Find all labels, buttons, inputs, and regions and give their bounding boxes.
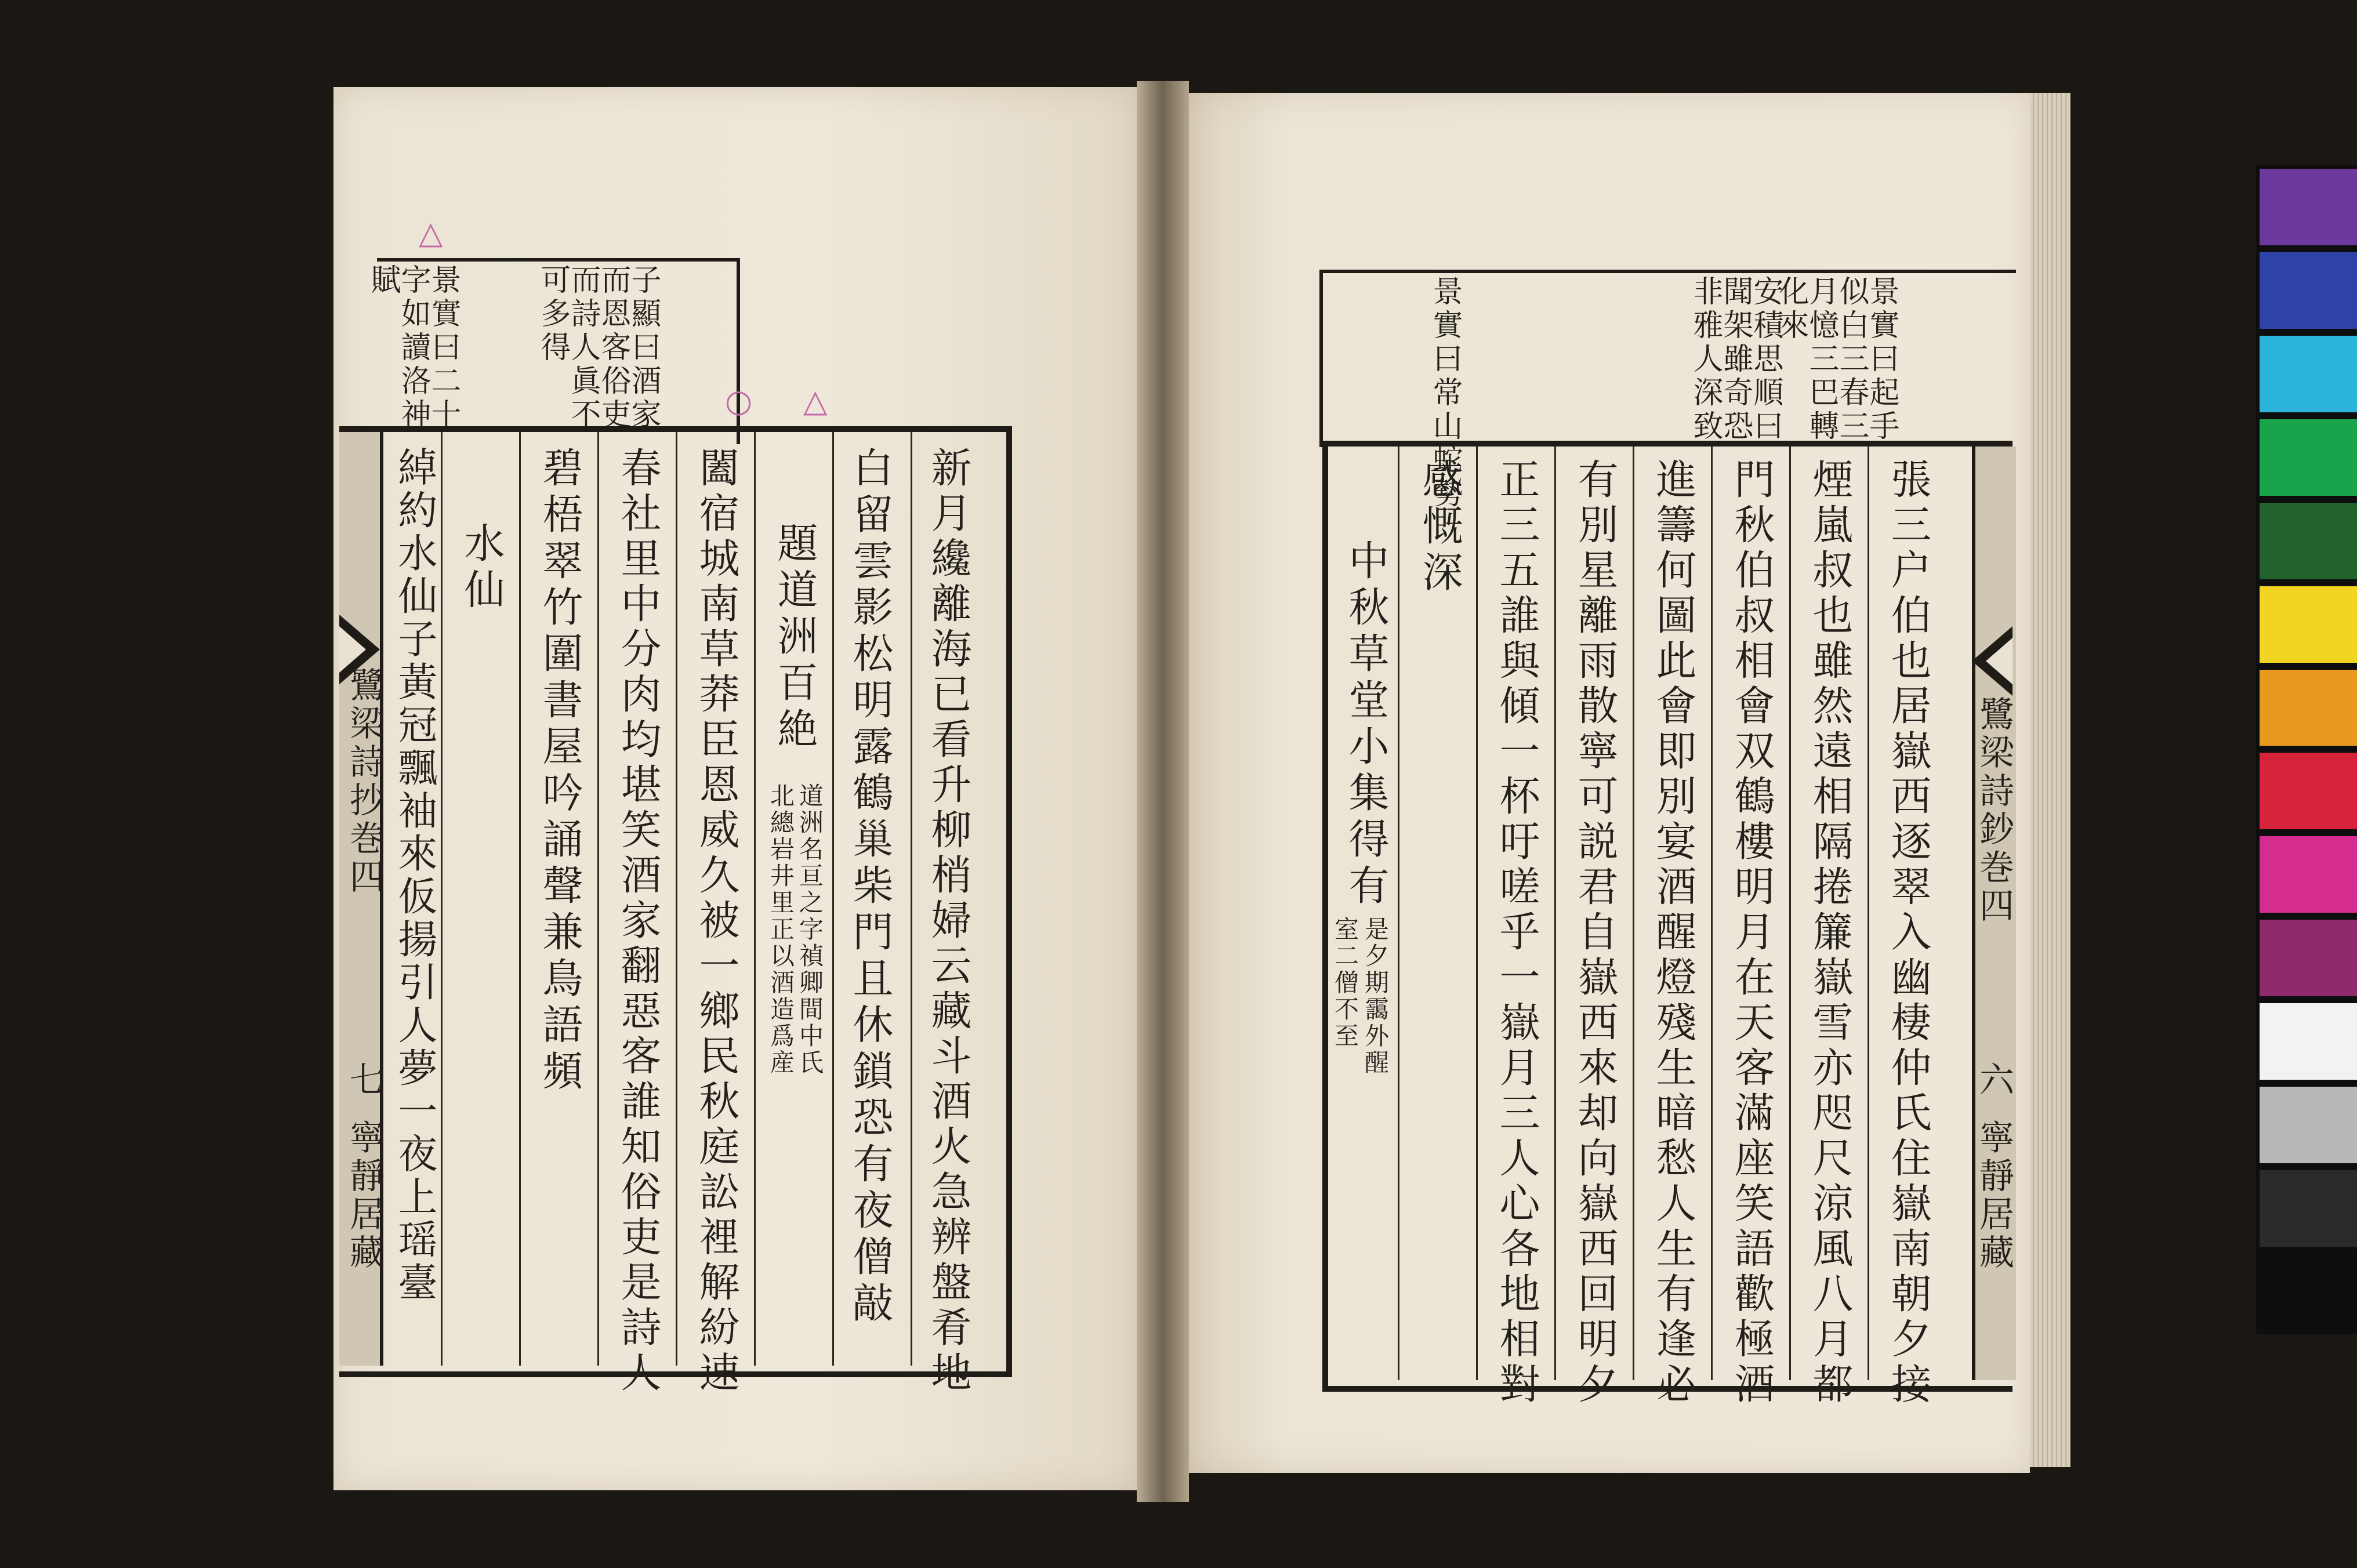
- color-swatch: [2260, 336, 2357, 412]
- color-calibration-chart: [2256, 165, 2357, 1334]
- color-swatch: [2260, 753, 2357, 829]
- annotation-column: 道洲名亘之字禎卿間中氏: [796, 783, 824, 1076]
- column-rule: [441, 432, 443, 1366]
- right-header-frame: [1319, 270, 2016, 447]
- column-rule: [911, 432, 912, 1366]
- text-column: 有別星離雨散寧可説君自嶽西來却向嶽西回明夕: [1571, 458, 1619, 1408]
- text-column: 綽約水仙子黃冠飄袖來仮揚引人夢一夜上瑶臺: [391, 447, 437, 1305]
- fishtail-notch: [1986, 638, 2012, 684]
- left-header-note-1: 景實曰二十字如讀洛神賦: [365, 264, 460, 432]
- book-gutter: [1137, 81, 1189, 1502]
- column-rule: [1868, 447, 1869, 1380]
- column-rule: [597, 432, 599, 1366]
- color-swatch: [2260, 836, 2357, 913]
- text-column: 白留雲影松明露鶴巢柴門且休鎖恐有夜僧敲: [846, 447, 894, 1328]
- left-header-note-2: 子顯曰酒家而恩客俗吏而詩人眞不可多得: [535, 264, 661, 432]
- column-rule: [1476, 447, 1478, 1380]
- color-swatch: [2260, 252, 2357, 329]
- color-swatch: [2260, 1003, 2357, 1080]
- right-header-note-3: 景實曰常山蛇勢: [1427, 275, 1462, 511]
- left-margin-title: 鷺梁詩抄巻四: [344, 667, 385, 896]
- right-header-note-1: 景實曰起手似白三春三月憶三巴轉化來: [1774, 275, 1899, 444]
- text-column: 碧梧翠竹圍書屋吟誦聲兼鳥語頻: [536, 447, 583, 1096]
- annotation-column: 是夕期靄外醒: [1361, 916, 1390, 1076]
- column-rule: [519, 432, 521, 1366]
- color-swatch: [2260, 1170, 2357, 1247]
- column-rule: [676, 432, 677, 1366]
- color-swatch: [2260, 670, 2357, 746]
- color-swatch: [2260, 169, 2357, 245]
- text-column: 正三五誰與傾一杯吁嗟乎一嶽月三人心各地相對: [1493, 458, 1540, 1408]
- circle-mark-icon: ○: [725, 383, 753, 419]
- text-column: 感慨深: [1416, 458, 1463, 597]
- color-swatch: [2260, 1087, 2357, 1163]
- color-swatch: [2260, 920, 2357, 996]
- column-rule: [1711, 447, 1713, 1380]
- column-rule: [832, 432, 834, 1366]
- color-swatch: [2260, 419, 2357, 496]
- left-margin-press: 寧靜居藏: [344, 1119, 385, 1272]
- column-rule: [1789, 447, 1791, 1380]
- text-column: 水仙: [458, 522, 505, 615]
- text-column: 進籌何圖此會即別宴酒醒燈殘生暗愁人生有逢必: [1649, 458, 1697, 1408]
- column-rule: [754, 432, 756, 1366]
- triangle-mark-icon: △: [803, 383, 828, 419]
- column-rule: [1633, 447, 1634, 1380]
- text-column: 題道洲百絶: [771, 522, 818, 754]
- left-margin-folio: 七: [344, 1061, 385, 1099]
- text-column: 新月纔離海已看升柳梢婦云藏斗酒火急辨盤肴地: [924, 447, 972, 1396]
- column-rule: [1398, 447, 1399, 1380]
- fishtail-notch: [339, 626, 366, 673]
- right-margin-title: 鷺梁詩鈔巻四: [1974, 696, 2014, 925]
- color-swatch: [2260, 503, 2357, 579]
- text-column: 春社里中分肉均堪笑酒家翻惡客誰知俗吏是詩人: [614, 447, 662, 1396]
- text-column: 門秋伯叔相會双鶴樓明月在天客滿座笑語歡極酒: [1728, 458, 1775, 1408]
- annotation-column: 室二僧不至: [1331, 916, 1359, 1050]
- annotation-column: 北總岩井里正以酒造爲産: [767, 783, 795, 1076]
- color-swatch: [2260, 1254, 2357, 1330]
- right-margin-press: 寧靜居藏: [1974, 1119, 2014, 1272]
- right-margin-folio: 六: [1974, 1061, 2014, 1099]
- text-column: 張三户伯也居嶽西逐翠入幽棲仲氏住嶽南朝夕接: [1884, 458, 1932, 1408]
- triangle-mark-icon: △: [419, 215, 443, 251]
- column-rule: [1554, 447, 1556, 1380]
- text-column: 闔宿城南草莽臣恩威久被一鄉民秋庭訟裡解紛速: [692, 447, 740, 1396]
- right-header-note-2: 安積思順曰聞架雖奇恐非雅人深致: [1688, 275, 1783, 444]
- color-swatch: [2260, 586, 2357, 663]
- page-edges: [2030, 93, 2070, 1467]
- text-column: 煙嵐叔也雖然遠相隔捲簾嶽雪亦咫尺涼風八月都: [1806, 458, 1854, 1408]
- text-column: 中秋草堂小集得有: [1342, 539, 1390, 910]
